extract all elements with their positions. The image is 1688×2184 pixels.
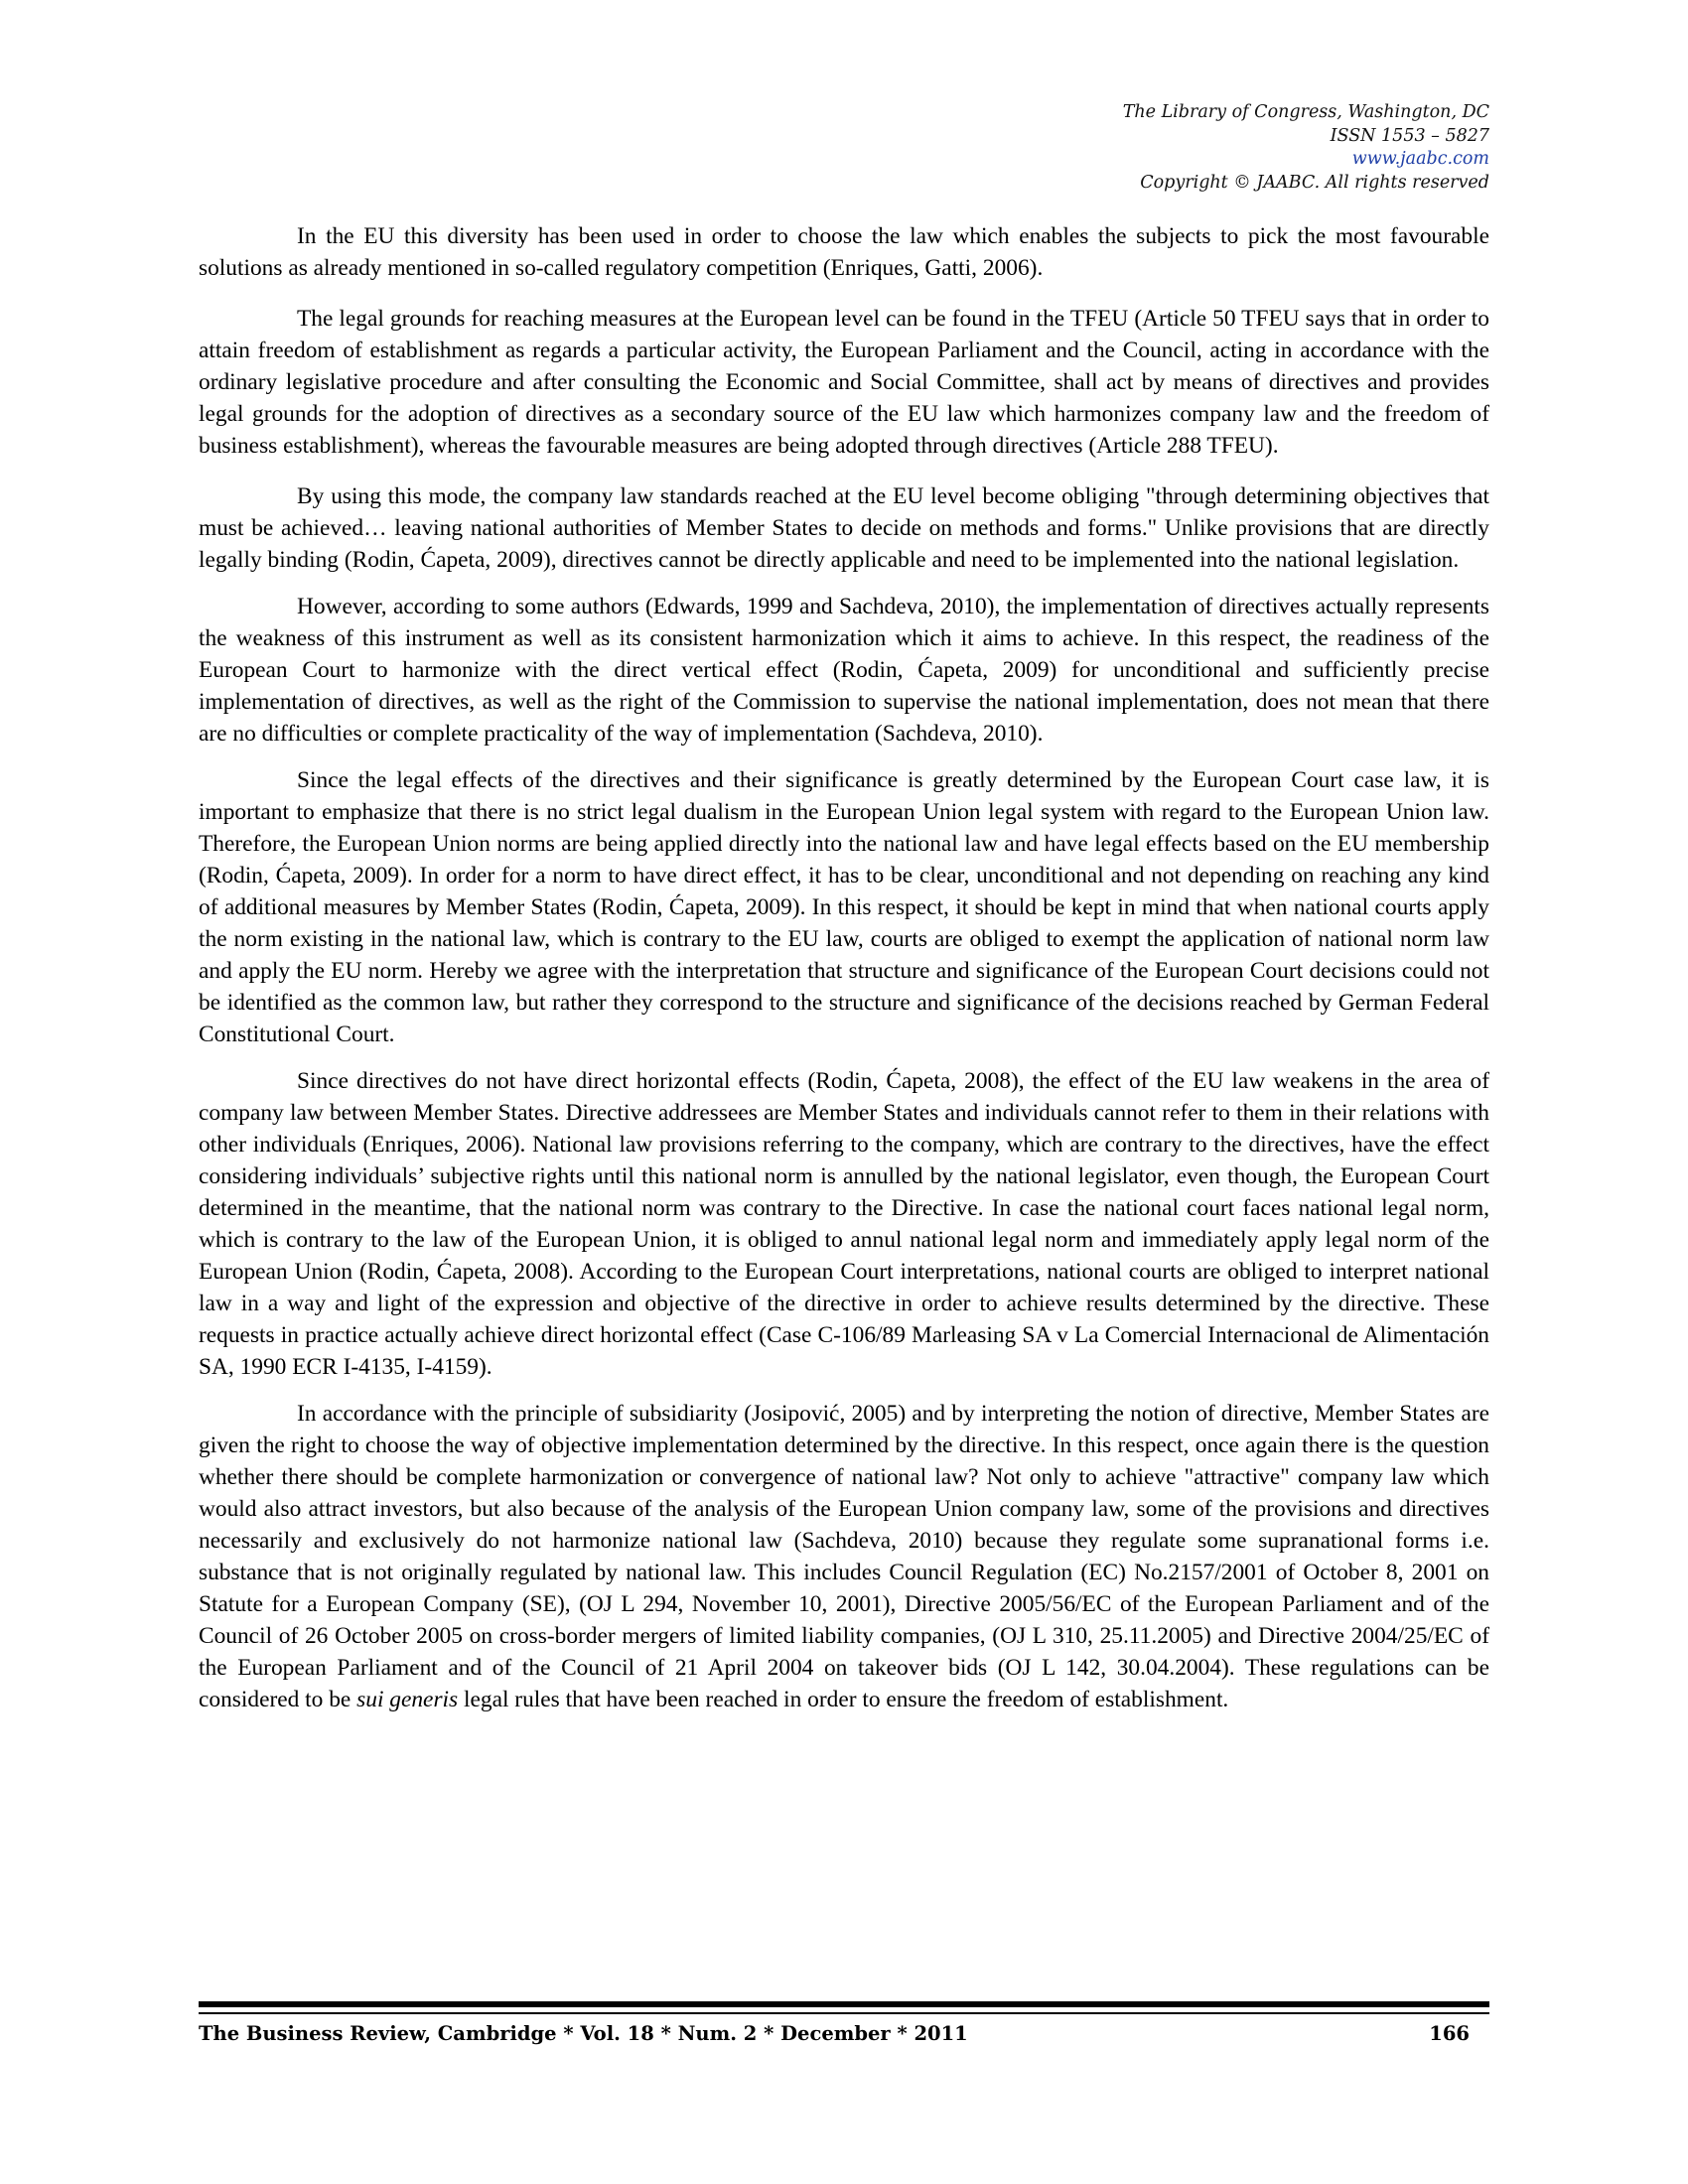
header-publisher: The Library of Congress, Washington, DC — [1122, 102, 1489, 122]
header-issn: ISSN 1553 – 5827 — [1330, 125, 1489, 146]
paragraph-7-end: legal rules that have been reached in order to ensure the freedom of establishment. — [458, 1687, 1229, 1712]
page-number: 166 — [1429, 2022, 1470, 2045]
paragraph-7 — [199, 1398, 1489, 1715]
paragraph-5: Since the legal effects of the directives and their significance is greatly determined by the European Court case law, it is important to emphasize that there is no strict legal dualism in the European Union legal system with regard to the European Union law. Therefore, the European Union norms are being applied directly into the national law and have legal effects based on the EU membership (Rodin, Ćapeta, 2009). In order for a norm to have direct effect, it has to be clear, unconditional and not depending on reaching any kind of additional measures by Member States (Rodin, Ćapeta, 2009). In this respect, it should be kept in mind that when national courts apply the norm existing in the national law, which is contrary to the EU law, courts are obliged to exempt the application of national norm law and apply the EU norm. Hereby we agree with the interpretation that structure and significance of the European Court decisions could not be identified as the common law, but rather they correspond to the structure and significance of the decisions reached by German Federal Constitutional Court. — [199, 767, 1489, 1047]
paragraph-3: By using this mode, the company law standards reached at the EU level become obliging "through determining objectives that must be achieved… leaving national authorities of Member States to decide on methods and forms." Unlike provisions that are directly legally binding (Rodin, Ćapeta, 2009), directives cannot be directly applicable and need to be implemented into the national legislation. — [199, 483, 1489, 573]
paragraph-7-text: In accordance with the principle of subsidiarity (Josipović, 2005) and by interpreting the notion of directive, Member States are given the right to choose the way of objective implementation determined by the directive. In this respect, once again there is the question whether there should be complete harmonization or convergence of national law? Not only to achieve "attractive" company law which would also attract investors, but also because of the analysis of the European Union company law, some of the provisions and directives necessarily and exclusively do not harmonize national law (Sachdeva, 2010) because they regulate some supranational forms i.e. substance that is not originally regulated by national law. This includes Council Regulation (EC) No.2157/2001 of October 8, 2001 on Statute for a European Company (SE), (OJ L 294, November 10, 2001), Directive 2005/56/EC of the European Parliament and of the Council of 26 October 2005 on cross-border mergers of limited liability companies, (OJ L 310, 25.11.2005) and Directive 2004/25/EC of the European Parliament and of the Council of 21 April 2004 on takeover bids (OJ L 142, 30.04.2004). These regulations can be considered to be — [199, 1401, 1489, 1712]
footer-rule-thin — [199, 2012, 1489, 2014]
running-header — [1123, 101, 1489, 195]
paragraph-4: However, according to some authors (Edwards, 1999 and Sachdeva, 2010), the implementation of directives actually represents the weakness of this instrument as well as its consistent harmonization which it aims to achieve. In this respect, the readiness of the European Court to harmonize with the direct vertical effect (Rodin, Ćapeta, 2009) for unconditional and sufficiently precise implementation of directives, as well as the right of the Commission to supervise the national implementation, does not mean that there are no difficulties or complete practicality of the way of implementation (Sachdeva, 2010). — [199, 594, 1489, 747]
footer-rule-thick — [199, 2001, 1489, 2007]
footer-journal-citation: The Business Review, Cambridge * Vol. 18 * Num. 2 * December * 2011 — [199, 2022, 968, 2045]
paragraph-7-italic-term: sui generis — [356, 1687, 459, 1712]
header-copyright: Copyright © JAABC. All rights reserved — [1140, 172, 1489, 193]
paragraph-1: In the EU this diversity has been used in order to choose the law which enables the subjects to pick the most favourable solutions as already mentioned in so-called regulatory competition (Enriques, Gatti, 2006). — [199, 223, 1489, 281]
header-website-link[interactable]: www.jaabc.com — [1351, 149, 1489, 169]
paragraph-6: Since directives do not have direct horizontal effects (Rodin, Ćapeta, 2008), the effect of the EU law weakens in the area of company law between Member States. Directive addressees are Member States and individuals cannot refer to them in their relations with other individuals (Enriques, 2006). National law provisions referring to the company, which are contrary to the directives, have the effect considering individuals’ subjective rights until this national norm is annulled by the national legislator, even though, the European Court determined in the meantime, that the national norm was contrary to the Directive. In case the national court faces national legal norm, which is contrary to the law of the European Union, it is obliged to annul national legal norm and immediately apply legal norm of the European Union (Rodin, Ćapeta, 2008). According to the European Court interpretations, national courts are obliged to interpret national law in a way and light of the expression and objective of the directive in order to achieve results determined by the directive. These requests in practice actually achieve direct horizontal effect (Case C-106/89 Marleasing SA v La Comercial Internacional de Alimentación SA, 1990 ECR I-4135, I-4159). — [199, 1068, 1489, 1380]
paragraph-2: The legal grounds for reaching measures at the European level can be found in the TFEU (Article 50 TFEU says that in order to attain freedom of establishment as regards a particular activity, the European Parliament and the Council, acting in accordance with the ordinary legislative procedure and after consulting the Economic and Social Committee, shall act by means of directives and provides legal grounds for the adoption of directives as a secondary source of the EU law which harmonizes company law and the freedom of business establishment), whereas the favourable measures are being adopted through directives (Article 288 TFEU). — [199, 306, 1489, 459]
article-body — [199, 220, 1489, 1734]
